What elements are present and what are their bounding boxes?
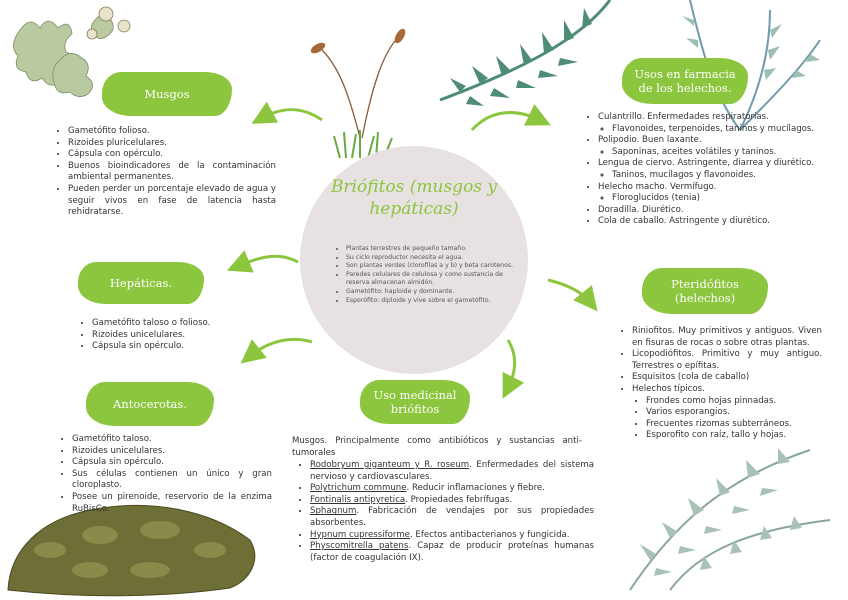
list-item: • Polipodio. Buen laxante. ◦ Saponinas, aceites volátiles y taninos. xyxy=(598,135,838,158)
list-item: • Polytrichum commune. Reducir inflamaciones y fiebre. xyxy=(310,483,594,495)
sub-list-item: ◦ Taninos, mucílagos y flavonoides. xyxy=(612,170,838,182)
uso-medicinal-list xyxy=(298,460,594,564)
list-item: • Physcomitrella patens. Capaz de producir proteínas humanas (factor de coagulación IX). xyxy=(310,541,594,564)
farmacia-list xyxy=(586,112,838,228)
list-item: • Licopodiófitos. Primitivo y muy antiguo. Terrestres o epífitas. xyxy=(632,349,822,372)
list-item: • Gametófito folioso. xyxy=(68,126,276,138)
list-item: • Doradilla. Diurético. xyxy=(598,205,838,217)
list-item: • Culantrillo. Enfermedades respiratorias. ◦ Flavonoides, terpenoides, taninos y mucílagos. xyxy=(598,112,838,135)
musgos-label: Musgos xyxy=(102,72,232,116)
list-item: • Rodobryum giganteum y R. roseum. Enfermedades del sistema nervioso y cardiovasculares. xyxy=(310,460,594,483)
hepaticas-list xyxy=(80,318,262,353)
sub-list-item: • Frecuentes rizomas subterráneos. xyxy=(646,419,822,431)
list-item: • Plantas terrestres de pequeño tamaño. xyxy=(346,245,518,254)
list-item: • Cápsula sin opérculo. xyxy=(92,341,262,353)
farmacia-label: Usos en farmacia de los helechos. xyxy=(622,58,748,104)
list-item: • Sus células contienen un único y gran cloroplasto. xyxy=(72,469,272,492)
list-item: • Paredes celulares de celulosa y como sustancia de reserva almacenan almidón. xyxy=(346,271,518,288)
species-name: Hypnum cupressiforme xyxy=(310,529,410,540)
list-item: • Rizoides unicelulares. xyxy=(92,330,262,342)
pteridofitos-label: Pteridófitos (helechos) xyxy=(642,268,768,314)
uso-medicinal-label: Uso medicinal briófitos xyxy=(360,380,470,424)
pteridofitos-list xyxy=(620,326,822,442)
hepaticas-label: Hepáticas. xyxy=(78,262,204,304)
species-name: Sphagnum xyxy=(310,506,357,517)
sub-list-item: ◦ Flavonoides, terpenoides, taninos y mucílagos. xyxy=(612,124,838,136)
species-name: Physcomitrella patens xyxy=(310,541,409,552)
list-item: • Buenos bioindicadores de la contaminación ambiental permanentes. xyxy=(68,161,276,184)
sub-list-item: • Esporofito con raíz, tallo y hojas. xyxy=(646,430,822,442)
list-item: • Lengua de ciervo. Astringente, diarrea y diurético. ◦ Taninos, mucílagos y flavonoides. xyxy=(598,158,838,181)
list-item: • Esquisitos (cola de caballo) xyxy=(632,372,822,384)
uso-medicinal-intro: Musgos. Principalmente como antibióticos y sustancias anti-tumorales xyxy=(292,436,582,458)
list-item: • Cápsula con opérculo. xyxy=(68,149,276,161)
sub-list-item: ◦ Floroglucidos (tenia) xyxy=(612,193,838,205)
list-item: • Rizoides pluricelulares. xyxy=(68,138,276,150)
list-item: • Fontinalis antipyretica. Propiedades febrífugas. xyxy=(310,495,594,507)
list-item: • Rizoides unicelulares. xyxy=(72,446,272,458)
list-item: • Cápsula sin opérculo. xyxy=(72,457,272,469)
list-item: • Helecho macho. Vermífugo. ◦ Floroglucidos (tenia) xyxy=(598,182,838,205)
list-item: • Gametófito taloso o folioso. xyxy=(92,318,262,330)
antocerotas-label: Antocerotas. xyxy=(86,382,214,426)
list-item: • Esporófito: diploide y vive sobre el gametófito. xyxy=(346,297,518,306)
list-item: • Cola de caballo. Astringente y diurético. xyxy=(598,216,838,228)
sub-list-item: ◦ Saponinas, aceites volátiles y taninos. xyxy=(612,147,838,159)
list-item: • Riniofitos. Muy primitivos y antiguos. Viven en fisuras de rocas o sobre otras plantas. xyxy=(632,326,822,349)
center-list xyxy=(334,245,518,305)
list-item: • Son plantas verdes (clorofilas a y b) y beta carotenos. xyxy=(346,262,518,271)
species-name: Fontinalis antipyretica xyxy=(310,494,406,505)
list-item: • Pueden perder un porcentaje elevado de agua y seguir vivos en fase de latencia hasta rehidratarse. xyxy=(68,184,276,219)
species-name: Rodobryum giganteum y R. roseum xyxy=(310,460,470,470)
list-item: • Helechos típicos. • Frondes como hojas pinnadas. • Varios esporangios. • Frecuentes rizomas subterráneos. • Esporofito con raíz, tallo y hojas. xyxy=(632,384,822,442)
list-item: • Gametófito taloso. xyxy=(72,434,272,446)
list-item: • Hypnum cupressiforme. Efectos antibacterianos y fungicida. xyxy=(310,530,594,542)
center-title: Briófitos (musgos y hepáticas) xyxy=(330,177,498,219)
list-item: • Su ciclo reproductor necesita el agua. xyxy=(346,254,518,263)
list-item: • Sphagnum. Fabricación de vendajes por sus propiedades absorbentes. xyxy=(310,506,594,529)
sub-list-item: • Varios esporangios. xyxy=(646,407,822,419)
musgos-list xyxy=(56,126,276,219)
list-item: • Gametófito: haploide y dominante. xyxy=(346,288,518,297)
list-item: • Posee un pirenoide, reservorio de la enzima RuBisCo. xyxy=(72,492,272,515)
antocerotas-list xyxy=(60,434,272,515)
species-name: Polytrichum commune xyxy=(310,483,407,494)
sub-list-item: • Frondes como hojas pinnadas. xyxy=(646,396,822,408)
